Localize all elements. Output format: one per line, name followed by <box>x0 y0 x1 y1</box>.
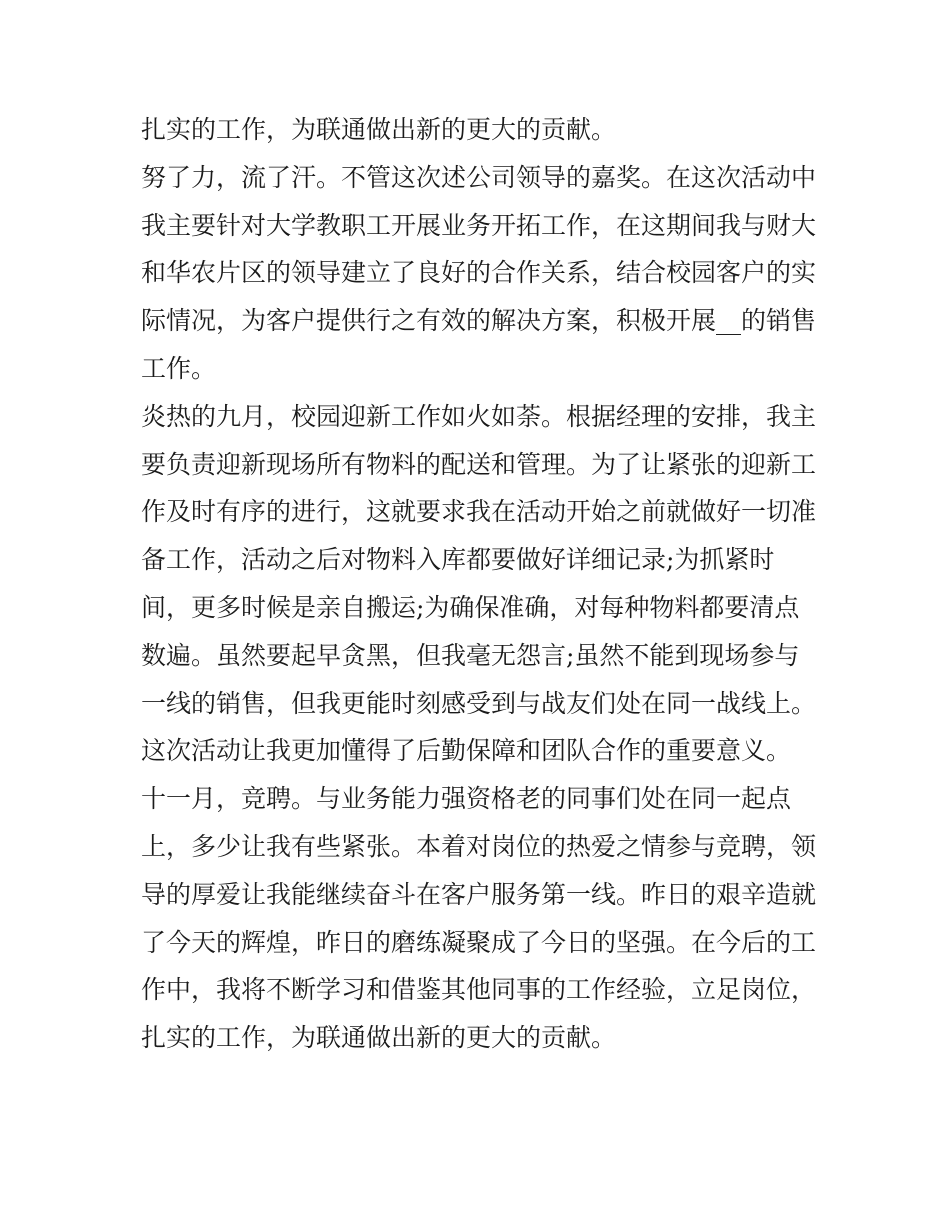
text-line: 炎热的九月，校园迎新工作如火如荼。根据经理的安排，我主 <box>141 401 817 431</box>
text-line: 作及时有序的进行，这就要求我在活动开始之前就做好一切准 <box>141 497 817 527</box>
text-line: 导的厚爱让我能继续奋斗在客户服务第一线。昨日的艰辛造就 <box>141 879 817 909</box>
text-line: 我主要针对大学教职工开展业务开拓工作，在这期间我与财大 <box>141 210 817 240</box>
text-line: 作中，我将不断学习和借鉴其他同事的工作经验，立足岗位， <box>141 975 817 1005</box>
text-line: 这次活动让我更加懂得了后勤保障和团队合作的重要意义。 <box>141 736 792 766</box>
text-line: 要负责迎新现场所有物料的配送和管理。为了让紧张的迎新工 <box>141 449 817 479</box>
text-line: 扎实的工作，为联通做出新的更大的贡献。 <box>141 115 617 144</box>
text-line: 一线的销售，但我更能时刻感受到与战友们处在同一战线上。 <box>141 688 817 718</box>
text-line: 努了力，流了汗。不管这次述公司领导的嘉奖。在这次活动中 <box>141 162 817 192</box>
text-line: 十一月，竞聘。与业务能力强资格老的同事们处在同一起点 <box>141 784 792 814</box>
text-line: 数遍。虽然要起早贪黑，但我毫无怨言;虽然不能到现场参与 <box>141 640 800 670</box>
text-line: 和华农片区的领导建立了良好的合作关系，结合校园客户的实 <box>141 258 817 288</box>
text-line: 扎实的工作，为联通做出新的更大的贡献。 <box>141 1023 617 1053</box>
text-line: 上，多少让我有些紧张。本着对岗位的热爱之情参与竞聘，领 <box>141 831 817 861</box>
text-line: 了今天的辉煌，昨日的磨练凝聚成了今日的坚强。在今后的工 <box>141 927 817 957</box>
text-line: 际情况，为客户提供行之有效的解决方案，积极开展__的销售 <box>141 306 817 336</box>
text-line: 工作。 <box>141 353 217 383</box>
text-line: 备工作，活动之后对物料入库都要做好详细记录;为抓紧时 <box>141 545 775 575</box>
text-line: 间，更多时候是亲自搬运;为确保准确，对每种物料都要清点 <box>141 592 800 622</box>
body-text <box>141 106 821 1062</box>
